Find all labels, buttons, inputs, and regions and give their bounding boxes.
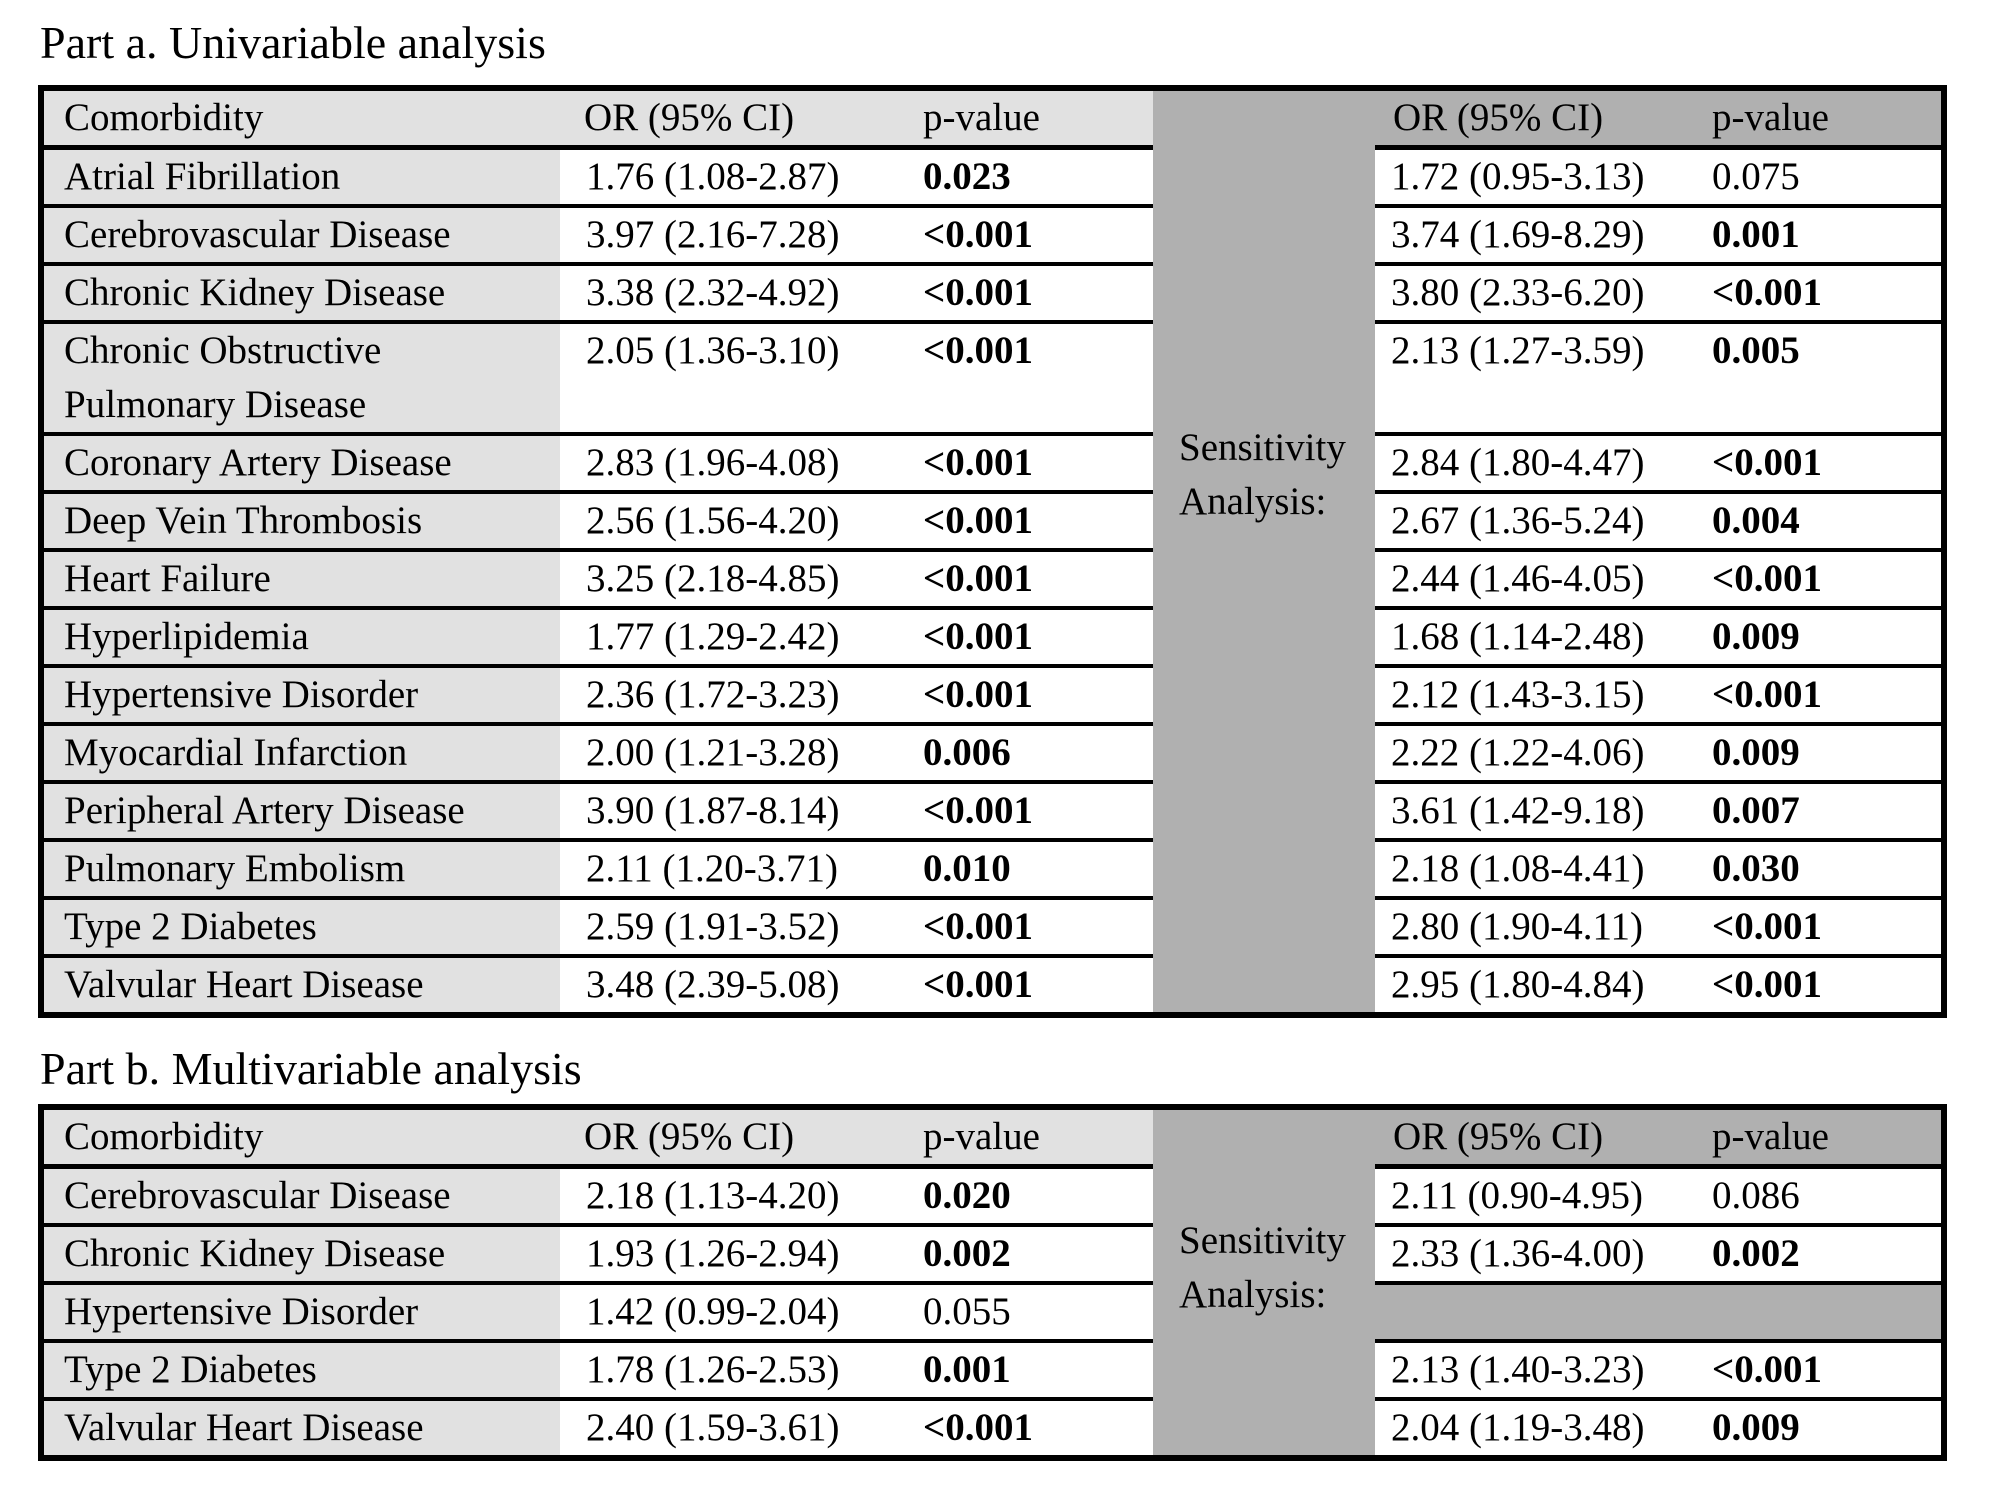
sensitivity-analysis-band — [1153, 88, 1375, 1015]
sensitivity-analysis-label-line1: Sensitivity — [1179, 1219, 1346, 1262]
p-value-sensitivity-cell: <0.001 — [1700, 550, 1944, 608]
or-ci-cell: 3.25 (2.18-4.85) — [560, 550, 903, 608]
p-value-sensitivity-cell: 0.001 — [1700, 206, 1944, 264]
table-row — [41, 782, 1944, 840]
p-value-cell: <0.001 — [903, 898, 1153, 956]
comorbidity-cell: Chronic Kidney Disease — [41, 1225, 560, 1283]
comorbidity-label-line: Chronic Obstructive — [64, 329, 382, 372]
p-value-sensitivity-cell: 0.009 — [1700, 1399, 1944, 1458]
table-row — [41, 956, 1944, 1015]
or-ci-cell: 3.97 (2.16-7.28) — [560, 206, 903, 264]
comorbidity-cell: Chronic Kidney Disease — [41, 264, 560, 322]
or-ci-cell: 3.38 (2.32-4.92) — [560, 264, 903, 322]
sensitivity-analysis-label-line2: Analysis: — [1179, 480, 1327, 523]
comorbidity-cell — [41, 322, 560, 434]
table-row — [41, 322, 1944, 434]
table-row — [41, 1341, 1944, 1399]
or-ci-sensitivity-cell: 2.67 (1.36-5.24) — [1375, 492, 1700, 550]
column-header-p-value: p-value — [903, 88, 1153, 148]
or-ci-sensitivity-cell — [1375, 1283, 1700, 1341]
or-ci-cell: 2.40 (1.59-3.61) — [560, 1399, 903, 1458]
univariable-analysis-table — [38, 85, 1947, 1018]
or-ci-sensitivity-cell: 2.13 (1.40-3.23) — [1375, 1341, 1700, 1399]
table-row — [41, 840, 1944, 898]
table-row — [41, 666, 1944, 724]
or-ci-sensitivity-cell: 3.61 (1.42-9.18) — [1375, 782, 1700, 840]
p-value-sensitivity-cell: <0.001 — [1700, 264, 1944, 322]
table-row — [41, 1399, 1944, 1458]
or-ci-cell: 2.83 (1.96-4.08) — [560, 434, 903, 492]
or-ci-sensitivity-cell: 2.04 (1.19-3.48) — [1375, 1399, 1700, 1458]
comorbidity-cell: Hypertensive Disorder — [41, 666, 560, 724]
table-row — [41, 264, 1944, 322]
column-header-or-ci: OR (95% CI) — [560, 1107, 903, 1167]
or-ci-sensitivity-cell: 2.18 (1.08-4.41) — [1375, 840, 1700, 898]
column-header-or-ci-sensitivity: OR (95% CI) — [1375, 1107, 1700, 1167]
comorbidity-cell: Hyperlipidemia — [41, 608, 560, 666]
or-ci-cell: 2.36 (1.72-3.23) — [560, 666, 903, 724]
table-header-row — [41, 88, 1944, 148]
p-value-cell: <0.001 — [903, 782, 1153, 840]
p-value-cell: <0.001 — [903, 206, 1153, 264]
p-value-sensitivity-cell: <0.001 — [1700, 434, 1944, 492]
column-header-p-value: p-value — [903, 1107, 1153, 1167]
p-value-sensitivity-cell: <0.001 — [1700, 1341, 1944, 1399]
comorbidity-cell: Coronary Artery Disease — [41, 434, 560, 492]
comorbidity-label-line: Pulmonary Disease — [64, 383, 367, 426]
p-value-sensitivity-cell: <0.001 — [1700, 956, 1944, 1015]
sensitivity-analysis-label — [1153, 1110, 1375, 1322]
p-value-cell: <0.001 — [903, 608, 1153, 666]
comorbidity-cell: Valvular Heart Disease — [41, 1399, 560, 1458]
or-ci-cell: 1.76 (1.08-2.87) — [560, 148, 903, 207]
column-header-p-value-sensitivity: p-value — [1700, 88, 1944, 148]
comorbidity-cell: Cerebrovascular Disease — [41, 1167, 560, 1226]
column-header-or-ci-sensitivity: OR (95% CI) — [1375, 88, 1700, 148]
p-value-sensitivity-cell: 0.009 — [1700, 608, 1944, 666]
part-a-title: Part a. Univariable analysis — [40, 17, 546, 68]
p-value-cell: <0.001 — [903, 322, 1153, 434]
or-ci-cell: 1.78 (1.26-2.53) — [560, 1341, 903, 1399]
p-value-sensitivity-cell: 0.075 — [1700, 148, 1944, 207]
or-ci-cell: 3.90 (1.87-8.14) — [560, 782, 903, 840]
or-ci-sensitivity-cell: 2.13 (1.27-3.59) — [1375, 322, 1700, 434]
p-value-cell: <0.001 — [903, 492, 1153, 550]
or-ci-cell: 1.93 (1.26-2.94) — [560, 1225, 903, 1283]
sensitivity-analysis-label-line1: Sensitivity — [1179, 426, 1346, 469]
comorbidity-cell: Pulmonary Embolism — [41, 840, 560, 898]
or-ci-cell: 2.00 (1.21-3.28) — [560, 724, 903, 782]
comorbidity-cell: Atrial Fibrillation — [41, 148, 560, 207]
p-value-cell: 0.001 — [903, 1341, 1153, 1399]
or-ci-cell: 2.05 (1.36-3.10) — [560, 322, 903, 434]
table-row — [41, 148, 1944, 207]
table-header-row — [41, 1107, 1944, 1167]
p-value-sensitivity-cell — [1700, 1283, 1944, 1341]
p-value-cell: <0.001 — [903, 666, 1153, 724]
or-ci-cell: 1.42 (0.99-2.04) — [560, 1283, 903, 1341]
p-value-sensitivity-cell: 0.009 — [1700, 724, 1944, 782]
or-ci-sensitivity-cell: 2.84 (1.80-4.47) — [1375, 434, 1700, 492]
table-row — [41, 1225, 1944, 1283]
table-row — [41, 1167, 1944, 1226]
comorbidity-cell: Type 2 Diabetes — [41, 898, 560, 956]
comorbidity-cell: Cerebrovascular Disease — [41, 206, 560, 264]
or-ci-sensitivity-cell: 3.74 (1.69-8.29) — [1375, 206, 1700, 264]
table-row — [41, 492, 1944, 550]
sensitivity-analysis-label-line2: Analysis: — [1179, 1273, 1327, 1316]
column-header-comorbidity: Comorbidity — [41, 88, 560, 148]
comorbidity-cell: Type 2 Diabetes — [41, 1341, 560, 1399]
table-row — [41, 898, 1944, 956]
p-value-cell: <0.001 — [903, 956, 1153, 1015]
comorbidity-cell: Heart Failure — [41, 550, 560, 608]
column-header-comorbidity: Comorbidity — [41, 1107, 560, 1167]
p-value-sensitivity-cell: 0.030 — [1700, 840, 1944, 898]
or-ci-sensitivity-cell: 2.11 (0.90-4.95) — [1375, 1167, 1700, 1226]
p-value-sensitivity-cell: 0.002 — [1700, 1225, 1944, 1283]
column-header-or-ci: OR (95% CI) — [560, 88, 903, 148]
p-value-cell: <0.001 — [903, 1399, 1153, 1458]
sensitivity-analysis-label — [1153, 91, 1375, 529]
p-value-cell: 0.020 — [903, 1167, 1153, 1226]
table-row — [41, 550, 1944, 608]
sensitivity-analysis-band — [1153, 1107, 1375, 1458]
table-row — [41, 206, 1944, 264]
p-value-sensitivity-cell: 0.086 — [1700, 1167, 1944, 1226]
or-ci-sensitivity-cell: 2.12 (1.43-3.15) — [1375, 666, 1700, 724]
p-value-cell: 0.055 — [903, 1283, 1153, 1341]
p-value-sensitivity-cell: <0.001 — [1700, 666, 1944, 724]
p-value-cell: <0.001 — [903, 434, 1153, 492]
or-ci-sensitivity-cell: 2.33 (1.36-4.00) — [1375, 1225, 1700, 1283]
or-ci-sensitivity-cell: 2.80 (1.90-4.11) — [1375, 898, 1700, 956]
or-ci-sensitivity-cell: 2.44 (1.46-4.05) — [1375, 550, 1700, 608]
multivariable-analysis-table — [38, 1104, 1947, 1461]
p-value-cell: <0.001 — [903, 550, 1153, 608]
p-value-sensitivity-cell: 0.007 — [1700, 782, 1944, 840]
table-row — [41, 434, 1944, 492]
or-ci-cell: 2.18 (1.13-4.20) — [560, 1167, 903, 1226]
table-row — [41, 608, 1944, 666]
p-value-cell: 0.002 — [903, 1225, 1153, 1283]
p-value-sensitivity-cell: 0.004 — [1700, 492, 1944, 550]
or-ci-sensitivity-cell: 2.22 (1.22-4.06) — [1375, 724, 1700, 782]
comorbidity-cell: Valvular Heart Disease — [41, 956, 560, 1015]
or-ci-sensitivity-cell: 3.80 (2.33-6.20) — [1375, 264, 1700, 322]
part-b-title: Part b. Multivariable analysis — [40, 1043, 582, 1094]
p-value-cell: 0.010 — [903, 840, 1153, 898]
or-ci-sensitivity-cell: 2.95 (1.80-4.84) — [1375, 956, 1700, 1015]
p-value-cell: 0.006 — [903, 724, 1153, 782]
comorbidity-cell: Hypertensive Disorder — [41, 1283, 560, 1341]
comorbidity-cell: Myocardial Infarction — [41, 724, 560, 782]
table-row — [41, 1283, 1944, 1341]
or-ci-sensitivity-cell: 1.72 (0.95-3.13) — [1375, 148, 1700, 207]
table-row — [41, 724, 1944, 782]
or-ci-cell: 3.48 (2.39-5.08) — [560, 956, 903, 1015]
comorbidity-cell: Peripheral Artery Disease — [41, 782, 560, 840]
column-header-p-value-sensitivity: p-value — [1700, 1107, 1944, 1167]
or-ci-sensitivity-cell: 1.68 (1.14-2.48) — [1375, 608, 1700, 666]
or-ci-cell: 2.56 (1.56-4.20) — [560, 492, 903, 550]
or-ci-cell: 2.11 (1.20-3.71) — [560, 840, 903, 898]
comorbidity-cell: Deep Vein Thrombosis — [41, 492, 560, 550]
or-ci-cell: 1.77 (1.29-2.42) — [560, 608, 903, 666]
p-value-sensitivity-cell: 0.005 — [1700, 322, 1944, 434]
p-value-cell: <0.001 — [903, 264, 1153, 322]
or-ci-cell: 2.59 (1.91-3.52) — [560, 898, 903, 956]
p-value-sensitivity-cell: <0.001 — [1700, 898, 1944, 956]
p-value-cell: 0.023 — [903, 148, 1153, 207]
